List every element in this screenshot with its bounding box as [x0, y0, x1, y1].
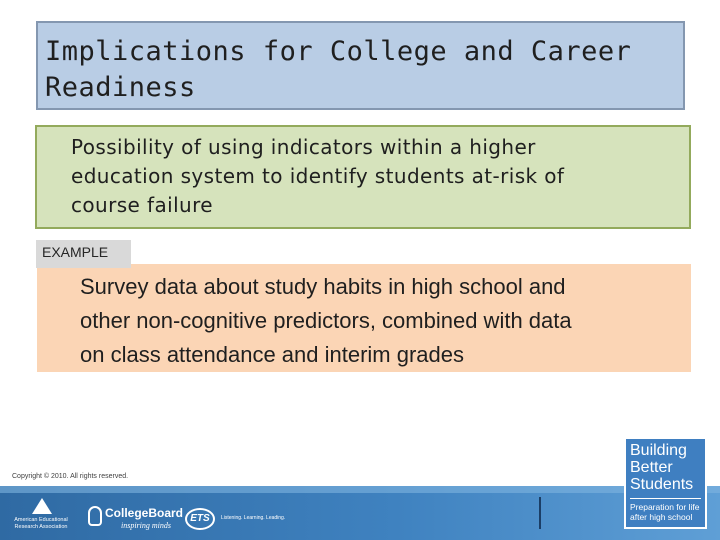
ets-tagline: Listening. Learning. Leading.	[221, 515, 286, 521]
example-box	[37, 264, 691, 372]
example-label: EXAMPLE	[36, 240, 131, 268]
bbs-subtitle-line: Preparation for life	[630, 502, 700, 512]
main-point-text	[71, 133, 689, 220]
collegeboard-tagline: inspiring minds	[121, 521, 172, 530]
main-point-box	[35, 125, 691, 229]
bbs-title-line: Building	[630, 442, 687, 459]
bbs-subtitle-line: after high school	[630, 512, 693, 522]
aera-triangle-icon	[32, 498, 52, 514]
example-line: Survey data about study habits in high school and	[80, 274, 566, 299]
bbs-title-line: Better	[630, 459, 673, 476]
acorn-icon	[88, 506, 102, 526]
slide-title	[45, 34, 683, 106]
slide-title-line: Implications for College and Career	[45, 36, 632, 67]
aera-logo-line: Research Association	[14, 523, 68, 530]
main-point-line: education system to identify students at-risk of	[71, 164, 565, 188]
example-line: on class attendance and interim grades	[80, 342, 465, 367]
collegeboard-name: CollegeBoard	[105, 506, 184, 520]
aera-logo-text	[10, 517, 72, 530]
copyright-notice: Copyright © 2010. All rights reserved.	[12, 473, 129, 480]
slide-title-line: Readiness	[45, 72, 196, 103]
ets-mark: ETS	[185, 508, 215, 530]
footer-divider	[539, 497, 541, 529]
aera-logo	[10, 498, 72, 538]
main-point-line: course failure	[71, 193, 213, 217]
bbs-subtitle	[630, 498, 701, 522]
slide-title-box	[36, 21, 685, 110]
footer-highlight	[0, 486, 720, 493]
example-line: other non-cognitive predictors, combined with data	[80, 308, 572, 333]
building-better-students-logo	[624, 437, 707, 529]
ets-logo	[185, 508, 285, 532]
bbs-title	[630, 442, 705, 493]
example-text	[80, 270, 691, 372]
bbs-title-line: Students	[630, 476, 694, 493]
main-point-line: Possibility of using indicators within a higher	[71, 135, 536, 159]
aera-logo-line: American Educational	[14, 517, 68, 523]
collegeboard-logo	[88, 503, 184, 533]
